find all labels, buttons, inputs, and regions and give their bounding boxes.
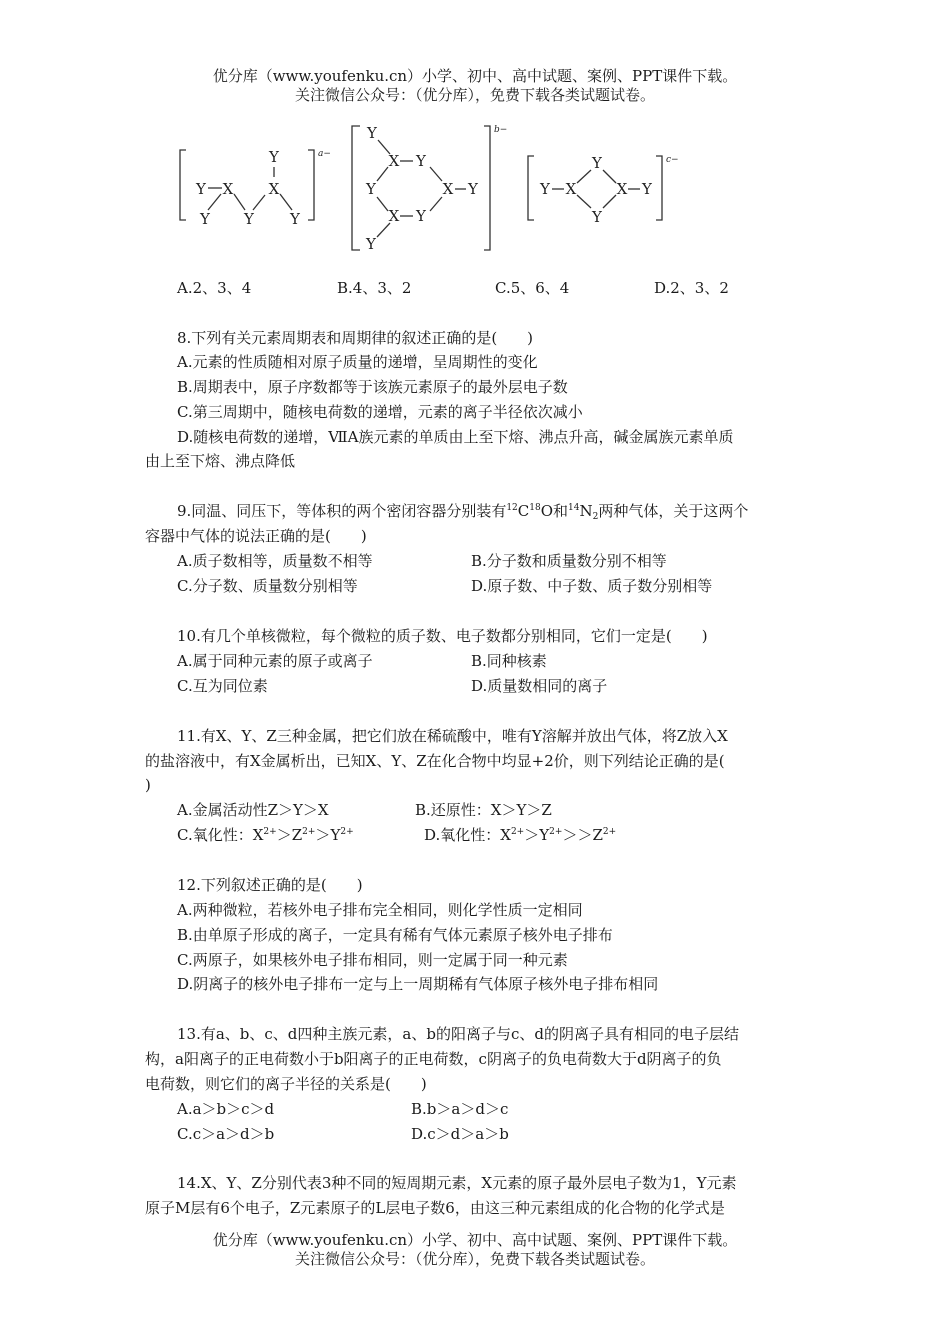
charge-label-c: c− bbox=[666, 155, 679, 165]
q13-option-a: A.a＞b＞c＞d bbox=[177, 1100, 275, 1118]
page-header-line2: 关注微信公众号：（优分库），免费下载各类试题试卷。 bbox=[294, 86, 655, 104]
q11-option-b: B.还原性：X＞Y＞Z bbox=[415, 801, 552, 819]
comparison: ＞＞ bbox=[562, 826, 593, 844]
comparison: ＞ bbox=[276, 826, 292, 844]
q11-option-c bbox=[177, 825, 354, 845]
atom-x: X bbox=[388, 207, 400, 225]
isotope-mass-c: 12 bbox=[506, 503, 518, 513]
ion-charge: 2+ bbox=[510, 827, 525, 837]
ion-x: X bbox=[252, 826, 264, 844]
q13-stem-line1: 13.有a、b、c、d四种主族元素，a、b的阳离子与c、d的阴离子具有相同的电子层结 bbox=[177, 1025, 739, 1043]
q13-stem-line2: 构，a阳离子的正电荷数小于b阳离子的正电荷数，c阴离子的负电荷数大于d阴离子的负 bbox=[145, 1050, 722, 1068]
ion-charge: 2+ bbox=[549, 827, 563, 837]
atom-y: Y bbox=[367, 124, 377, 142]
q8-option-a: A.元素的性质随相对原子质量的递增，呈周期性的变化 bbox=[177, 353, 538, 371]
atom-y: Y bbox=[200, 210, 210, 228]
q13-option-d: D.c＞d＞a＞b bbox=[411, 1125, 509, 1143]
q12-option-d: D.阴离子的核外电子排布一定与上一周期稀有气体原子核外电子排布相同 bbox=[177, 975, 659, 993]
element-o: O bbox=[540, 502, 554, 520]
ion-y: Y bbox=[539, 826, 550, 844]
charge-label-a: a− bbox=[318, 149, 331, 159]
atom-y: Y bbox=[290, 210, 300, 228]
element-c: C bbox=[517, 502, 530, 520]
atom-x: X bbox=[388, 152, 400, 170]
ion-z: Z bbox=[592, 826, 603, 844]
page-footer-line1: 优分库（www.youfenku.cn）小学、初中、高中试题、案例、PPT课件下载。 bbox=[212, 1231, 738, 1249]
q9-stem-text-a: 9.同温、同压下，等体积的两个密闭容器分别装有 bbox=[177, 502, 507, 520]
q7-option-b: B.4、3、2 bbox=[337, 279, 412, 297]
q12-option-c: C.两原子，如果核外电子排布相同，则一定属于同一种元素 bbox=[177, 951, 568, 969]
q10-option-c: C.互为同位素 bbox=[177, 677, 268, 695]
comparison: ＞ bbox=[315, 826, 331, 844]
comparison: ＞ bbox=[524, 826, 540, 844]
q9-stem-text-b: 两种气体，关于这两个 bbox=[598, 502, 749, 520]
atom-y: Y bbox=[468, 180, 478, 198]
atom-y: Y bbox=[196, 180, 206, 198]
q8-option-d: D.随核电荷数的递增，ⅦA族元素的单质由上至下熔、沸点升高，碱金属族元素单质 bbox=[177, 428, 734, 446]
q8-option-b: B.周期表中，原子序数都等于该族元素原子的最外层电子数 bbox=[177, 378, 568, 396]
q12-option-b: B.由单原子形成的离子，一定具有稀有气体元素原子核外电子排布 bbox=[177, 926, 613, 944]
q10-stem: 10.有几个单核微粒，每个微粒的质子数、电子数都分别相同，它们一定是( ) bbox=[177, 627, 708, 645]
conjunction: 和 bbox=[553, 502, 569, 520]
atom-y: Y bbox=[366, 235, 376, 253]
q13-stem-line3: 电荷数，则它们的离子半径的关系是( ) bbox=[145, 1075, 427, 1093]
q11-option-c-label: C.氧化性： bbox=[177, 826, 253, 844]
q11-option-d-label: D.氧化性： bbox=[424, 826, 501, 844]
atom-x: X bbox=[616, 180, 628, 198]
ion-z: Z bbox=[291, 826, 303, 844]
q10-option-d: D.质量数相同的离子 bbox=[471, 677, 608, 695]
q7-option-d: D.2、3、2 bbox=[654, 279, 729, 297]
charge-label-b: b− bbox=[494, 125, 508, 135]
q9-option-d: D.原子数、中子数、质子数分别相等 bbox=[471, 577, 713, 595]
q13-option-b: B.b＞a＞d＞c bbox=[411, 1100, 509, 1118]
q11-stem-line3: ) bbox=[145, 776, 151, 794]
atom-y: Y bbox=[244, 210, 254, 228]
atom-y: Y bbox=[540, 180, 550, 198]
ion-x: X bbox=[500, 826, 511, 844]
q7-option-c: C.5、6、4 bbox=[495, 279, 570, 297]
q10-option-a: A.属于同种元素的原子或离子 bbox=[177, 652, 373, 670]
q9-option-a: A.质子数相等，质量数不相等 bbox=[177, 552, 373, 570]
page-footer-line2: 关注微信公众号：（优分库），免费下载各类试题试卷。 bbox=[294, 1250, 655, 1268]
q10-option-b: B.同种核素 bbox=[471, 652, 547, 670]
ion-charge: 2+ bbox=[602, 827, 617, 837]
isotope-mass-n: 14 bbox=[568, 503, 580, 513]
q11-stem-line2: 的盐溶液中，有X金属析出，已知X、Y、Z在化合物中均显+2价，则下列结论正确的是( bbox=[145, 752, 725, 770]
subscript-2: 2 bbox=[592, 512, 599, 522]
q11-stem-line1: 11.有X、Y、Z三种金属，把它们放在稀硫酸中，唯有Y溶解并放出气体，将Z放入X bbox=[177, 727, 728, 745]
atom-y: Y bbox=[416, 152, 426, 170]
isotope-mass-o: 18 bbox=[529, 503, 541, 513]
page-header-line1: 优分库（www.youfenku.cn）小学、初中、高中试题、案例、PPT课件下载。 bbox=[212, 67, 738, 85]
ion-charge: 2+ bbox=[263, 827, 277, 837]
q11-option-d bbox=[424, 825, 616, 845]
q7-option-a: A.2、3、4 bbox=[177, 279, 252, 297]
atom-y: Y bbox=[366, 180, 376, 198]
atom-x: X bbox=[442, 180, 454, 198]
q8-option-c: C.第三周期中，随核电荷数的递增，元素的离子半径依次减小 bbox=[177, 403, 583, 421]
ion-charge: 2+ bbox=[302, 827, 316, 837]
element-n: N bbox=[579, 502, 593, 520]
atom-x: X bbox=[222, 180, 234, 198]
atom-y: Y bbox=[269, 148, 279, 166]
q12-option-a: A.两种微粒，若核外电子排布完全相同，则化学性质一定相同 bbox=[177, 901, 583, 919]
q8-stem: 8.下列有关元素周期表和周期律的叙述正确的是( ) bbox=[177, 329, 534, 347]
q9-stem-line2: 容器中气体的说法正确的是( ) bbox=[145, 527, 367, 545]
q9-option-c: C.分子数、质量数分别相等 bbox=[177, 577, 358, 595]
atom-y: Y bbox=[592, 208, 602, 226]
q13-option-c: C.c＞a＞d＞b bbox=[177, 1125, 275, 1143]
atom-y: Y bbox=[642, 180, 652, 198]
q14-stem-line2: 原子M层有6个电子，Z元素原子的L层电子数6，由这三种元素组成的化合物的化学式是 bbox=[145, 1199, 725, 1217]
ion-charge: 2+ bbox=[340, 827, 354, 837]
atom-y: Y bbox=[416, 207, 426, 225]
atom-x: X bbox=[565, 180, 577, 198]
q8-option-d-continued: 由上至下熔、沸点降低 bbox=[145, 452, 296, 470]
q11-option-a: A.金属活动性Z＞Y＞X bbox=[177, 801, 329, 819]
q9-stem-line1 bbox=[177, 501, 748, 524]
ion-y: Y bbox=[330, 826, 341, 844]
q12-stem: 12.下列叙述正确的是( ) bbox=[177, 876, 363, 894]
q9-option-b: B.分子数和质量数分别不相等 bbox=[471, 552, 667, 570]
atom-x: X bbox=[268, 180, 280, 198]
atom-y: Y bbox=[592, 154, 602, 172]
q14-stem-line1: 14.X、Y、Z分别代表3种不同的短周期元素，X元素的原子最外层电子数为1，Y元素 bbox=[177, 1174, 737, 1192]
